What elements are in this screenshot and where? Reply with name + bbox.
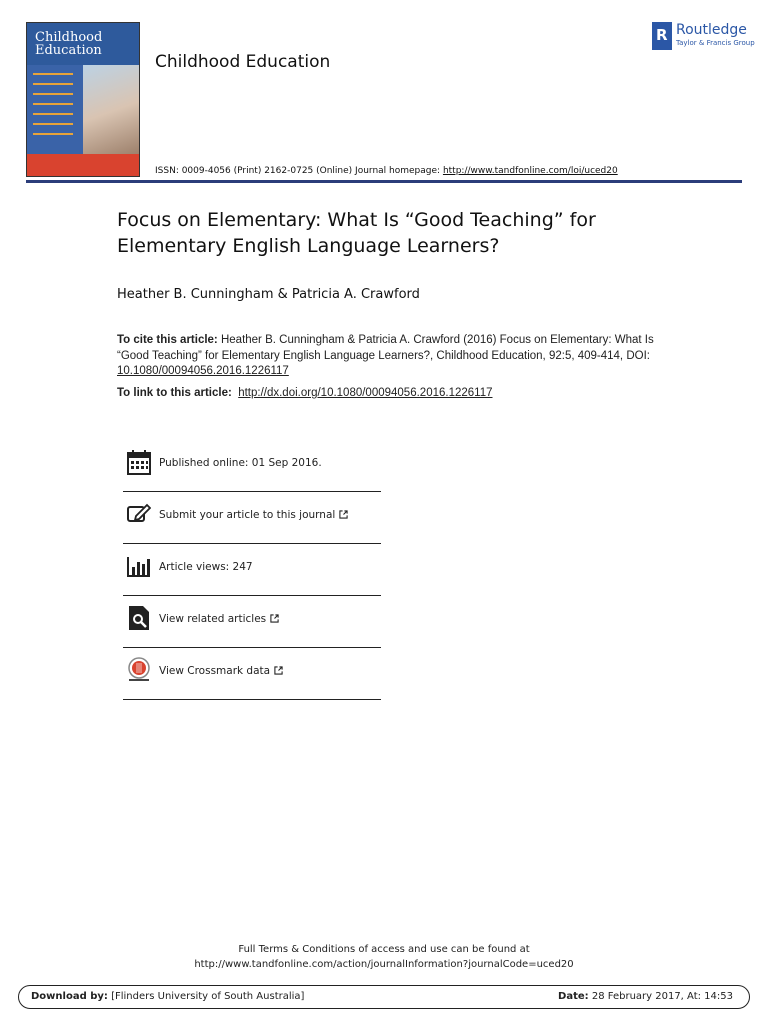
download-date bbox=[558, 991, 733, 1002]
journal-cover-image bbox=[26, 22, 140, 177]
bar-chart-icon bbox=[127, 553, 151, 579]
submit-article-row[interactable] bbox=[123, 492, 381, 544]
article-views-row bbox=[123, 544, 381, 596]
download-date-label: Date: bbox=[558, 991, 589, 1002]
terms-url[interactable]: http://www.tandfonline.com/action/journalInformation?journalCode=uced20 bbox=[194, 959, 574, 970]
search-document-icon bbox=[127, 605, 151, 631]
article-views-label: Article views: 247 bbox=[159, 561, 253, 573]
header-divider bbox=[26, 180, 742, 183]
journal-homepage-link[interactable]: http://www.tandfonline.com/loi/uced20 bbox=[442, 166, 618, 176]
article-link-line bbox=[117, 387, 493, 399]
published-online-row bbox=[123, 440, 381, 492]
citation-doi-link[interactable]: 10.1080/00094056.2016.1226117 bbox=[117, 365, 289, 377]
cover-title: Childhood Education bbox=[35, 30, 103, 58]
edit-icon bbox=[127, 501, 151, 527]
crossmark-icon bbox=[127, 657, 151, 683]
article-title: Focus on Elementary: What Is “Good Teaching” for Elementary English Language Learners? bbox=[117, 209, 596, 257]
terms-line-1: Full Terms & Conditions of access and use can be found at bbox=[238, 944, 530, 955]
related-articles-label[interactable]: View related articles bbox=[159, 613, 267, 625]
related-articles-row[interactable] bbox=[123, 596, 381, 648]
download-date-value: 28 February 2017, At: 14:53 bbox=[591, 991, 733, 1002]
published-online-label: Published online: 01 Sep 2016. bbox=[159, 457, 322, 469]
citation-label: To cite this article: bbox=[117, 334, 218, 346]
external-link-icon bbox=[270, 614, 279, 623]
cover-bottom-band bbox=[27, 154, 139, 176]
download-info-bar bbox=[18, 985, 750, 1009]
publisher-name: Routledge bbox=[676, 22, 747, 38]
external-link-icon bbox=[274, 666, 283, 675]
citation-text: Heather B. Cunningham & Patricia A. Crawford (2016) Focus on Elementary: What Is “Good Teaching” for Elementary English Language Learners?, Childhood Education, 92:5, 409-414, DOI: bbox=[117, 334, 654, 362]
link-label: To link to this article: bbox=[117, 387, 232, 399]
article-authors: Heather B. Cunningham & Patricia A. Crawford bbox=[117, 287, 420, 302]
submit-article-label[interactable]: Submit your article to this journal bbox=[159, 509, 336, 521]
download-by-label: Download by: bbox=[31, 991, 108, 1002]
citation-block bbox=[117, 333, 662, 380]
download-by-value: [Flinders University of South Australia] bbox=[111, 991, 305, 1002]
crossmark-row[interactable] bbox=[123, 648, 381, 700]
calendar-icon bbox=[127, 449, 151, 475]
crossmark-label[interactable]: View Crossmark data bbox=[159, 665, 271, 677]
publisher-subtitle: Taylor & Francis Group bbox=[676, 39, 755, 47]
download-by bbox=[31, 991, 304, 1002]
issn-text: ISSN: 0009-4056 (Print) 2162-0725 (Online) Journal homepage: bbox=[155, 166, 441, 176]
routledge-r-icon: R bbox=[652, 22, 672, 50]
external-link-icon bbox=[339, 510, 348, 519]
article-doi-link[interactable]: http://dx.doi.org/10.1080/00094056.2016.1226117 bbox=[238, 387, 493, 399]
journal-title: Childhood Education bbox=[155, 52, 331, 72]
terms-notice bbox=[0, 942, 768, 972]
article-info-list bbox=[123, 440, 381, 700]
issn-line bbox=[155, 166, 618, 176]
